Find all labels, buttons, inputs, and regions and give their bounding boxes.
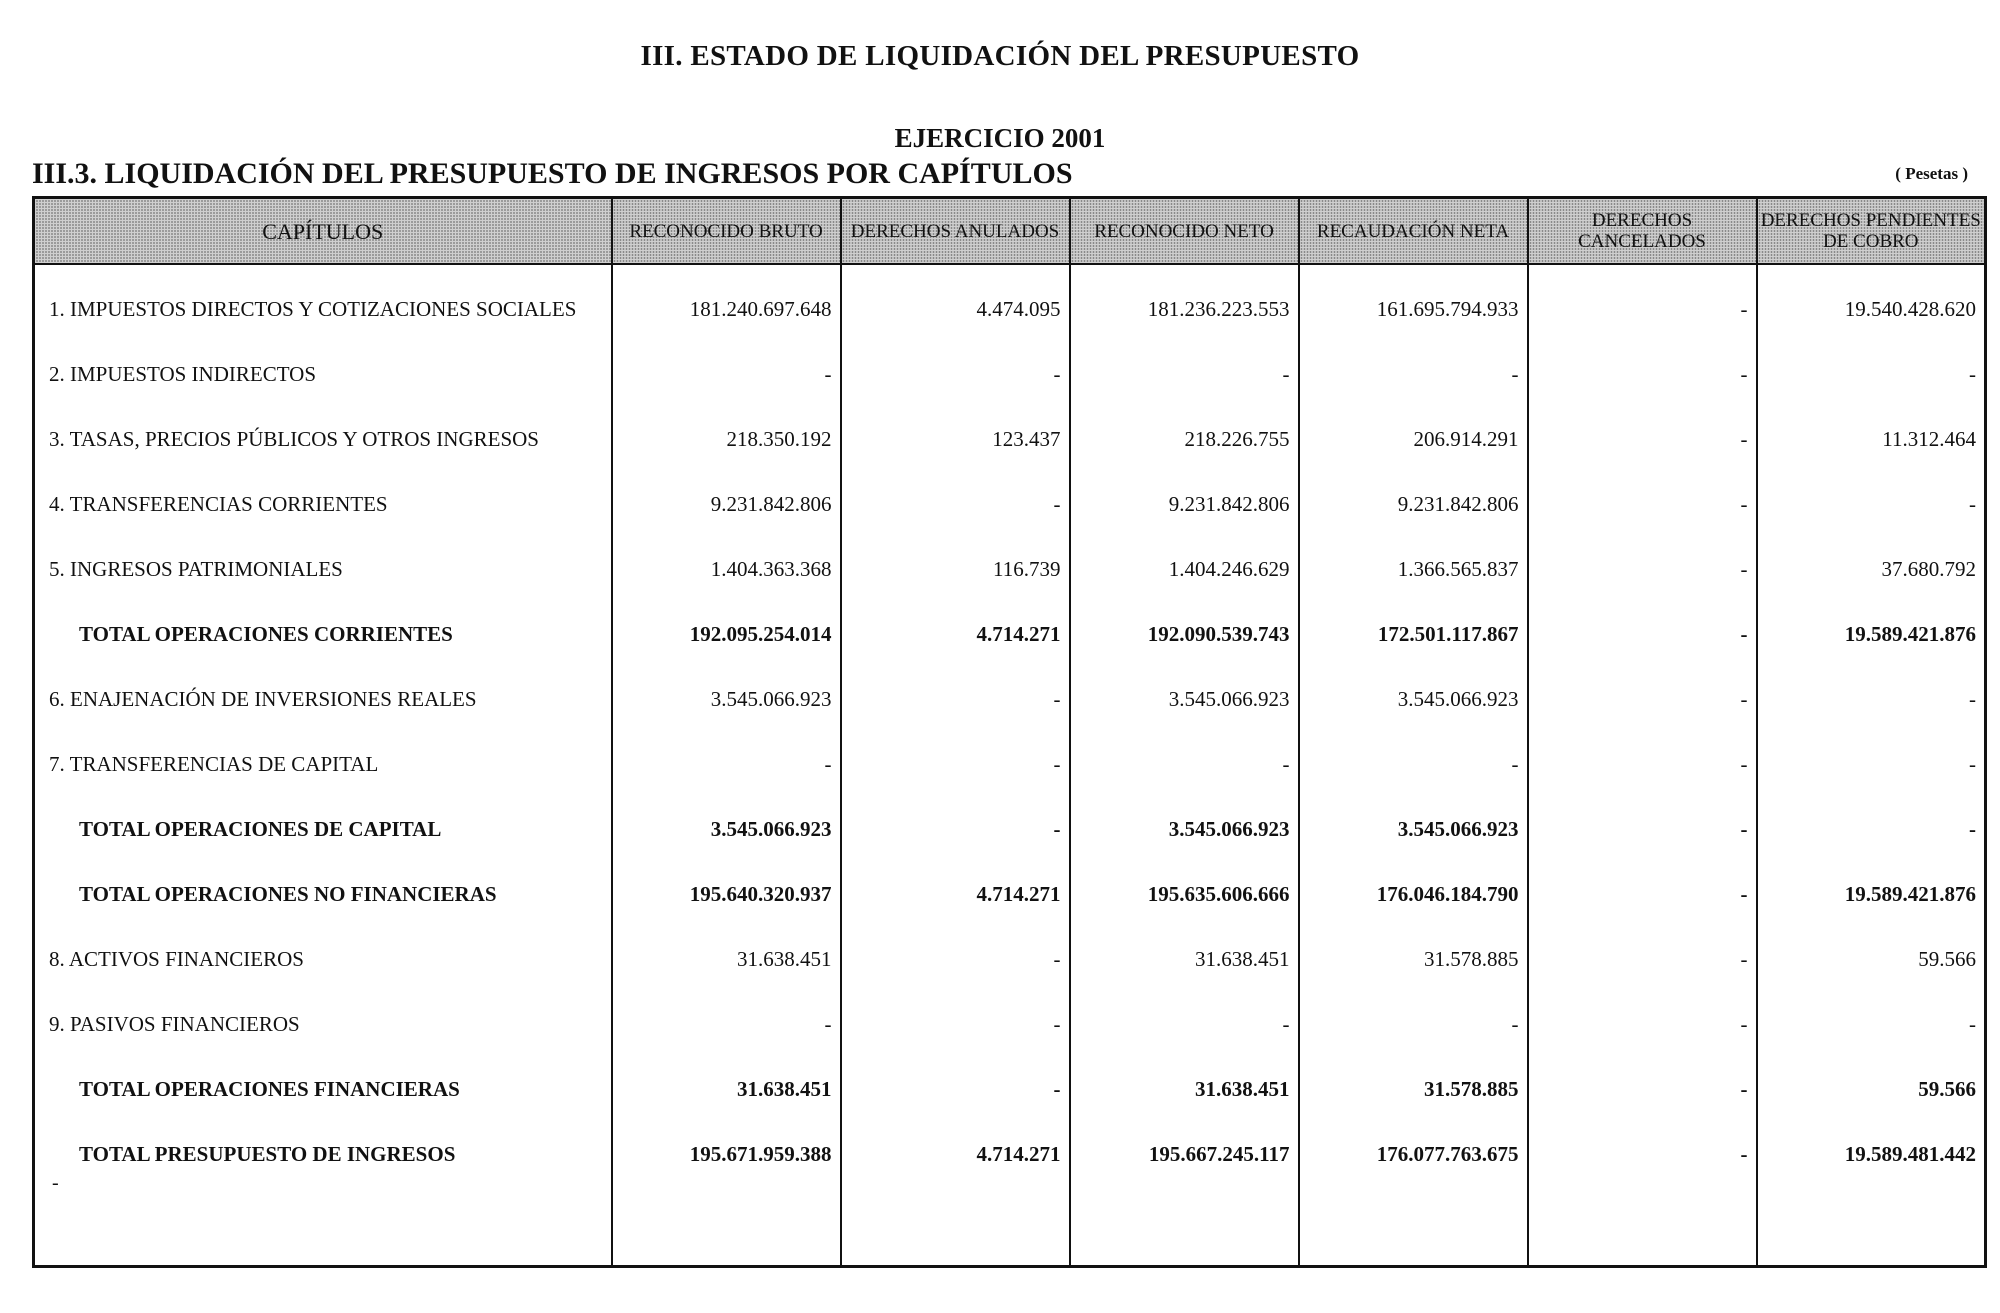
column-header-capitulos: CAPÍTULOS — [34, 198, 612, 265]
table-row — [34, 537, 1986, 602]
cell-value: 31.638.451 — [1070, 927, 1299, 992]
cell-value: - — [1757, 732, 1986, 797]
cell-value: 1.366.565.837 — [1299, 537, 1528, 602]
cell-value: - — [1070, 992, 1299, 1057]
total-row — [34, 602, 1986, 667]
cell-value: - — [1528, 797, 1757, 862]
cell-value: 1.404.363.368 — [612, 537, 841, 602]
row-label: 7. TRANSFERENCIAS DE CAPITAL — [34, 732, 612, 797]
empty-cell — [841, 1187, 1070, 1267]
empty-cell — [1757, 1187, 1986, 1267]
cell-value: - — [841, 992, 1070, 1057]
cell-value: - — [841, 797, 1070, 862]
fiscal-year: EJERCICIO 2001 — [894, 123, 1106, 153]
section-subtitle: III.3. LIQUIDACIÓN DEL PRESUPUESTO DE INGRESOS POR CAPÍTULOS — [32, 157, 1073, 190]
cell-value: - — [841, 732, 1070, 797]
cell-value: 59.566 — [1757, 1057, 1986, 1122]
cell-value: 161.695.794.933 — [1299, 264, 1528, 342]
cell-value: - — [1528, 1122, 1757, 1187]
cell-value: - — [1528, 602, 1757, 667]
cell-value: 195.635.606.666 — [1070, 862, 1299, 927]
cell-value: 218.226.755 — [1070, 407, 1299, 472]
empty-cell — [1528, 1187, 1757, 1267]
row-label: 6. ENAJENACIÓN DE INVERSIONES REALES — [34, 667, 612, 732]
cell-value: - — [1070, 732, 1299, 797]
cell-value: - — [612, 342, 841, 407]
table-row — [34, 264, 1986, 342]
cell-value: 31.638.451 — [1070, 1057, 1299, 1122]
cell-value: - — [612, 732, 841, 797]
cell-value: - — [841, 667, 1070, 732]
cell-value: - — [1528, 342, 1757, 407]
row-label: 3. TASAS, PRECIOS PÚBLICOS Y OTROS INGRESOS — [34, 407, 612, 472]
cell-value: - — [1528, 667, 1757, 732]
row-label: TOTAL OPERACIONES DE CAPITAL — [34, 797, 612, 862]
cell-value: - — [841, 342, 1070, 407]
table-row — [34, 732, 1986, 797]
column-header-derechos-anulados: DERECHOS ANULADOS — [841, 198, 1070, 265]
cell-value: 4.714.271 — [841, 862, 1070, 927]
cell-value: 218.350.192 — [612, 407, 841, 472]
cell-value: - — [1528, 862, 1757, 927]
cell-value: - — [1757, 992, 1986, 1057]
cell-value: 172.501.117.867 — [1299, 602, 1528, 667]
cell-value: - — [1528, 927, 1757, 992]
row-label: 9. PASIVOS FINANCIEROS — [34, 992, 612, 1057]
row-label: 5. INGRESOS PATRIMONIALES — [34, 537, 612, 602]
cell-value: 31.638.451 — [612, 927, 841, 992]
row-label: 2. IMPUESTOS INDIRECTOS — [34, 342, 612, 407]
cell-value: 9.231.842.806 — [1299, 472, 1528, 537]
table-row — [34, 927, 1986, 992]
cell-value: 19.540.428.620 — [1757, 264, 1986, 342]
income-budget-table — [32, 196, 1987, 1268]
cell-value: - — [1299, 342, 1528, 407]
cell-value: - — [1528, 537, 1757, 602]
currency-units: ( Pesetas ) — [1895, 164, 1968, 183]
cell-value: - — [1757, 472, 1986, 537]
cell-value: - — [841, 927, 1070, 992]
cell-value: 4.714.271 — [841, 602, 1070, 667]
cell-value: 176.077.763.675 — [1299, 1122, 1528, 1187]
cell-value: 206.914.291 — [1299, 407, 1528, 472]
row-label: TOTAL PRESUPUESTO DE INGRESOS — [34, 1122, 612, 1187]
cell-value: 195.667.245.117 — [1070, 1122, 1299, 1187]
cell-value: - — [841, 1057, 1070, 1122]
row-label: 1. IMPUESTOS DIRECTOS Y COTIZACIONES SOCIALES — [34, 264, 612, 342]
column-header-derechos-pendientes: DERECHOS PENDIENTES DE COBRO — [1757, 198, 1986, 265]
cell-value: 9.231.842.806 — [1070, 472, 1299, 537]
report-title: III. ESTADO DE LIQUIDACIÓN DEL PRESUPUESTO — [640, 40, 1360, 72]
column-header-reconocido-bruto: RECONOCIDO BRUTO — [612, 198, 841, 265]
cell-value: 3.545.066.923 — [1299, 667, 1528, 732]
table-row — [34, 667, 1986, 732]
cell-value: 192.090.539.743 — [1070, 602, 1299, 667]
column-header-derechos-cancelados: DERECHOS CANCELADOS — [1528, 198, 1757, 265]
total-row — [34, 797, 1986, 862]
table-body — [34, 264, 1986, 1267]
empty-cell — [34, 1187, 612, 1267]
cell-value: 19.589.421.876 — [1757, 862, 1986, 927]
cell-value: 123.437 — [841, 407, 1070, 472]
cell-value: - — [1528, 992, 1757, 1057]
cell-value: 3.545.066.923 — [1299, 797, 1528, 862]
cell-value: 31.578.885 — [1299, 1057, 1528, 1122]
cell-value: 192.095.254.014 — [612, 602, 841, 667]
cell-value: 19.589.481.442 — [1757, 1122, 1986, 1187]
total-row — [34, 1057, 1986, 1122]
cell-value: - — [841, 472, 1070, 537]
cell-value: - — [1299, 732, 1528, 797]
total-row — [34, 1122, 1986, 1187]
cell-value: 181.240.697.648 — [612, 264, 841, 342]
cell-value: 181.236.223.553 — [1070, 264, 1299, 342]
cell-value: 31.638.451 — [612, 1057, 841, 1122]
table-row — [34, 342, 1986, 407]
table-row — [34, 407, 1986, 472]
cell-value: - — [1757, 667, 1986, 732]
stray-mark: - — [52, 1172, 59, 1194]
cell-value: 3.545.066.923 — [1070, 667, 1299, 732]
cell-value: 31.578.885 — [1299, 927, 1528, 992]
cell-value: 11.312.464 — [1757, 407, 1986, 472]
cell-value: 3.545.066.923 — [612, 797, 841, 862]
cell-value: 3.545.066.923 — [612, 667, 841, 732]
column-header-recaudacion-neta: RECAUDACIÓN NETA — [1299, 198, 1528, 265]
cell-value: 19.589.421.876 — [1757, 602, 1986, 667]
total-row — [34, 862, 1986, 927]
row-label: 4. TRANSFERENCIAS CORRIENTES — [34, 472, 612, 537]
cell-value: - — [1070, 342, 1299, 407]
cell-value: - — [1299, 992, 1528, 1057]
table-header-row — [34, 198, 1986, 265]
cell-value: - — [1528, 1057, 1757, 1122]
cell-value: - — [1528, 264, 1757, 342]
row-label: TOTAL OPERACIONES FINANCIERAS — [34, 1057, 612, 1122]
cell-value: 195.640.320.937 — [612, 862, 841, 927]
cell-value: - — [612, 992, 841, 1057]
cell-value: - — [1528, 472, 1757, 537]
cell-value: 4.714.271 — [841, 1122, 1070, 1187]
cell-value: 4.474.095 — [841, 264, 1070, 342]
empty-cell — [1299, 1187, 1528, 1267]
column-header-reconocido-neto: RECONOCIDO NETO — [1070, 198, 1299, 265]
empty-cell — [1070, 1187, 1299, 1267]
row-label: 8. ACTIVOS FINANCIEROS — [34, 927, 612, 992]
cell-value: 176.046.184.790 — [1299, 862, 1528, 927]
cell-value: 9.231.842.806 — [612, 472, 841, 537]
row-label: TOTAL OPERACIONES NO FINANCIERAS — [34, 862, 612, 927]
cell-value: 116.739 — [841, 537, 1070, 602]
cell-value: 59.566 — [1757, 927, 1986, 992]
table-row — [34, 992, 1986, 1057]
cell-value: 3.545.066.923 — [1070, 797, 1299, 862]
cell-value: - — [1528, 732, 1757, 797]
empty-filler-row — [34, 1187, 1986, 1267]
cell-value: - — [1757, 342, 1986, 407]
cell-value: - — [1757, 797, 1986, 862]
cell-value: 195.671.959.388 — [612, 1122, 841, 1187]
cell-value: 1.404.246.629 — [1070, 537, 1299, 602]
cell-value: 37.680.792 — [1757, 537, 1986, 602]
empty-cell — [612, 1187, 841, 1267]
cell-value: - — [1528, 407, 1757, 472]
table-row — [34, 472, 1986, 537]
row-label: TOTAL OPERACIONES CORRIENTES — [34, 602, 612, 667]
